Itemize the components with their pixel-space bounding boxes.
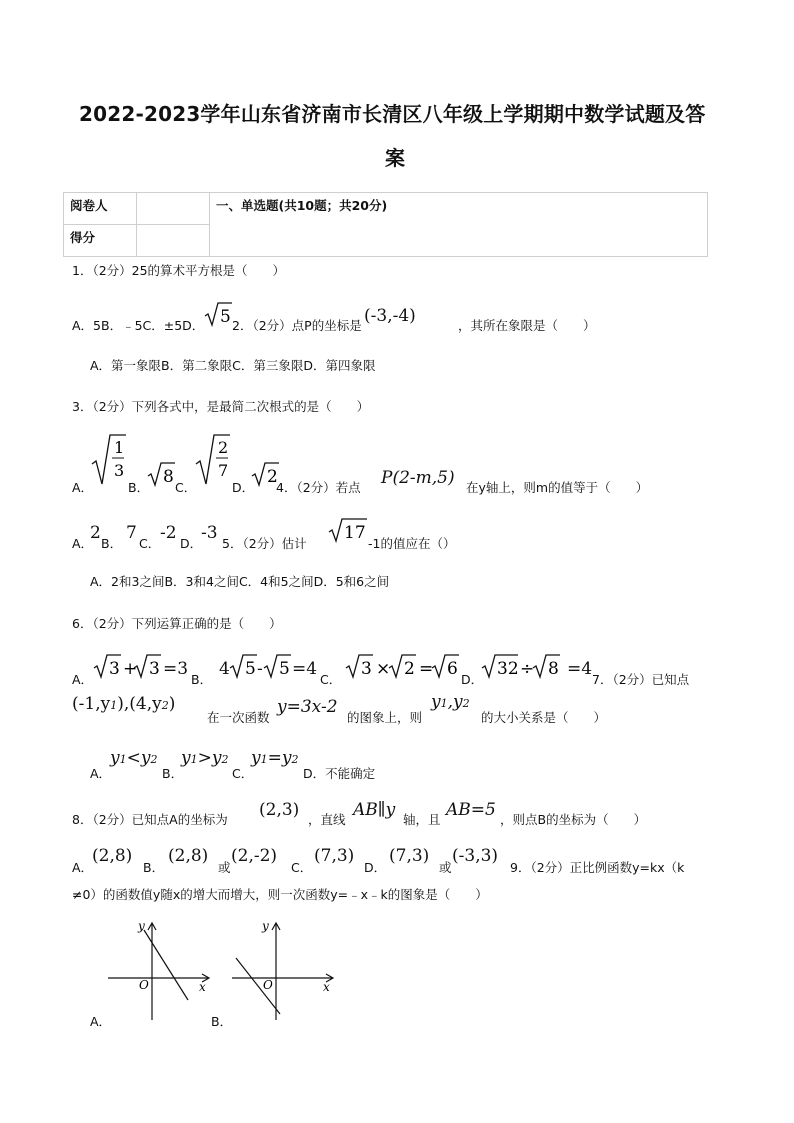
q3-option-a-label: A． [72,480,94,495]
svg-text:3: 3 [361,659,372,679]
q4-option-b-value: 7 [126,523,137,543]
svg-text:2: 2 [267,467,278,487]
q6-option-b-sqrt1 [228,652,258,680]
q4-stem-b: 在y轴上，则m的值等于（ ） [466,480,649,495]
svg-text:17: 17 [344,523,366,543]
q4-option-b-label: B． [101,536,123,551]
q2-options: A．第一象限B．第二象限C．第三象限D．第四象限 [90,358,376,373]
q9-option-b-label: B． [211,1014,233,1029]
q2-stem-a: 2．（2分）点P的坐标是 [232,318,362,333]
q1-stem: 1．（2分）25的算术平方根是（ ） [72,263,286,278]
q9-stem-b: ≠0）的函数值y随x的增大而增大，则一次函数y=﹣x﹣k的图象是（ ） [72,887,488,902]
q7-function: y=3x-2 [277,697,338,717]
q8-coord-a: (2,3) [259,800,300,820]
q8-stem-c: 轴，且 [403,812,441,827]
q8-option-d-or: 或 [439,860,452,875]
page-title-line1: 2022-2023学年山东省济南市长清区八年级上学期期中数学试题及答 [79,102,706,126]
q6-option-d-expr [480,652,570,680]
reviewer-cell [137,193,210,225]
sqrt17-radical [327,516,369,544]
q3-option-d-label: D． [232,480,255,495]
q7-points: (-1,y1),(4,y2) [72,694,176,714]
q5-stem-a: 5．（2分）估计 [222,536,307,551]
graph-b-y-label: y [262,919,269,933]
q9-option-a-label: A． [90,1014,112,1029]
graph-a-x-label: x [199,980,206,994]
svg-text:=: = [419,659,434,679]
page-title-line2: 案 [385,146,406,170]
svg-text:7: 7 [218,461,229,480]
q8-stem-b: ，直线 [308,812,346,827]
q8-length: AB=5 [446,800,496,820]
q4-stem-a: 4．（2分）若点 [276,480,361,495]
q8-option-d-value: (7,3) [389,846,430,866]
q3-stem: 3．（2分）下列各式中，是最简二次根式的是（ ） [72,399,370,414]
score-table [63,192,708,257]
graph-b-origin: O [263,978,273,992]
q3-option-c-sqrt-fraction [194,432,232,488]
q7-stem-a: 7．（2分）已知点 [592,672,690,687]
q7-vars: y1,y2 [431,692,470,712]
q4-option-c-label: C． [139,536,161,551]
q2-stem-b: ，其所在象限是（ ） [458,318,596,333]
q4-option-c-value: -2 [160,523,177,543]
q8-option-b-value: (2,8) [168,846,209,866]
q9-graph-b [228,918,338,1024]
q6-option-c-label: C． [320,672,342,687]
q8-option-a-value: (2,8) [92,846,133,866]
q6-option-b-coef: 4 [219,659,230,679]
q8-stem-a: 8．（2分）已知点A的坐标为 [72,812,228,827]
q6-option-b-sqrt2 [262,652,292,680]
svg-text:3: 3 [149,659,160,679]
svg-text:×: × [376,659,391,679]
q4-point: P(2-m,5) [381,468,455,488]
q3-option-c-label: C． [175,480,197,495]
q1-options: A．5B．﹣5C．±5D． [72,318,205,333]
svg-text:6: 6 [447,659,458,679]
sqrt5-radical [203,300,233,328]
graph-a-origin: O [139,978,149,992]
svg-text:2: 2 [404,659,415,679]
q6-stem: 6．（2分）下列运算正确的是（ ） [72,616,282,631]
q6-option-a-label: A． [72,672,94,687]
q6-option-d-label: D． [461,672,484,687]
q5-options: A．2和3之间B．3和4之间C．4和5之间D．5和6之间 [90,574,390,589]
q7-option-c-label: C． [232,766,254,781]
q7-option-a-expr: y1<y2 [110,748,158,768]
q8-option-d-label: D． [364,860,387,875]
svg-text:3: 3 [109,659,120,679]
q6-option-d-result: =4 [567,659,593,679]
svg-text:+: + [123,659,138,679]
q8-option-c-label: C． [291,860,313,875]
graph-b-x-label: x [323,980,330,994]
q3-option-b-label: B． [128,480,150,495]
section-title: 一、单选题(共10题；共20分) [210,193,708,257]
q7-stem-c: 的图象上，则 [347,710,423,725]
q7-option-b-label: B． [162,766,184,781]
svg-text:32: 32 [497,659,519,679]
q6-option-b-label: B． [191,672,213,687]
svg-text:3: 3 [114,461,125,480]
svg-text:2: 2 [218,438,229,457]
sqrt5-radicand: 5 [220,307,231,327]
svg-text:8: 8 [548,659,559,679]
q8-option-a-label: A． [72,860,94,875]
q4-option-d-label: D． [180,536,203,551]
q3-option-b-sqrt [146,460,176,488]
reviewer-label: 阅卷人 [64,193,137,225]
q8-line: AB∥y [353,800,396,820]
q4-option-a-label: A． [72,536,94,551]
q7-option-b-expr: y1>y2 [181,748,229,768]
q7-option-c-expr: y1=y2 [251,748,299,768]
q4-option-a-value: 2 [90,523,101,543]
svg-text:÷: ÷ [520,659,535,679]
svg-text:5: 5 [279,659,290,679]
q9-graph-a [104,918,214,1024]
q6-option-b-result: =4 [292,659,318,679]
q9-stem-a: 9．（2分）正比例函数y=kx（k [510,860,685,875]
q8-option-b-or: 或 [218,860,231,875]
svg-text:5: 5 [245,659,256,679]
q8-option-d-value2: (-3,3) [452,846,499,866]
q2-coordinate: (-3,-4) [364,306,416,326]
q3-option-a-sqrt-fraction [90,432,128,488]
q6-option-b-minus: - [257,659,263,679]
q8-stem-d: ，则点B的坐标为（ ） [500,812,647,827]
q7-stem-b: 在一次函数 [207,710,270,725]
q8-option-b-value2: (2,-2) [231,846,278,866]
q4-option-d-value: -3 [201,523,218,543]
q7-stem-d: 的大小关系是（ ） [481,710,607,725]
graph-a-y-label: y [138,919,145,933]
score-cell [137,225,210,257]
svg-text:8: 8 [163,467,174,487]
q6-option-c-expr [344,652,464,680]
q7-option-a-label: A． [90,766,112,781]
q5-stem-b: -1的值应在（） [368,536,456,551]
svg-text:1: 1 [114,438,125,457]
q7-option-d: D．不能确定 [303,766,376,781]
q8-option-c-value: (7,3) [314,846,355,866]
score-label: 得分 [64,225,137,257]
q6-option-a-result: =3 [163,659,189,679]
q8-option-b-label: B． [143,860,165,875]
